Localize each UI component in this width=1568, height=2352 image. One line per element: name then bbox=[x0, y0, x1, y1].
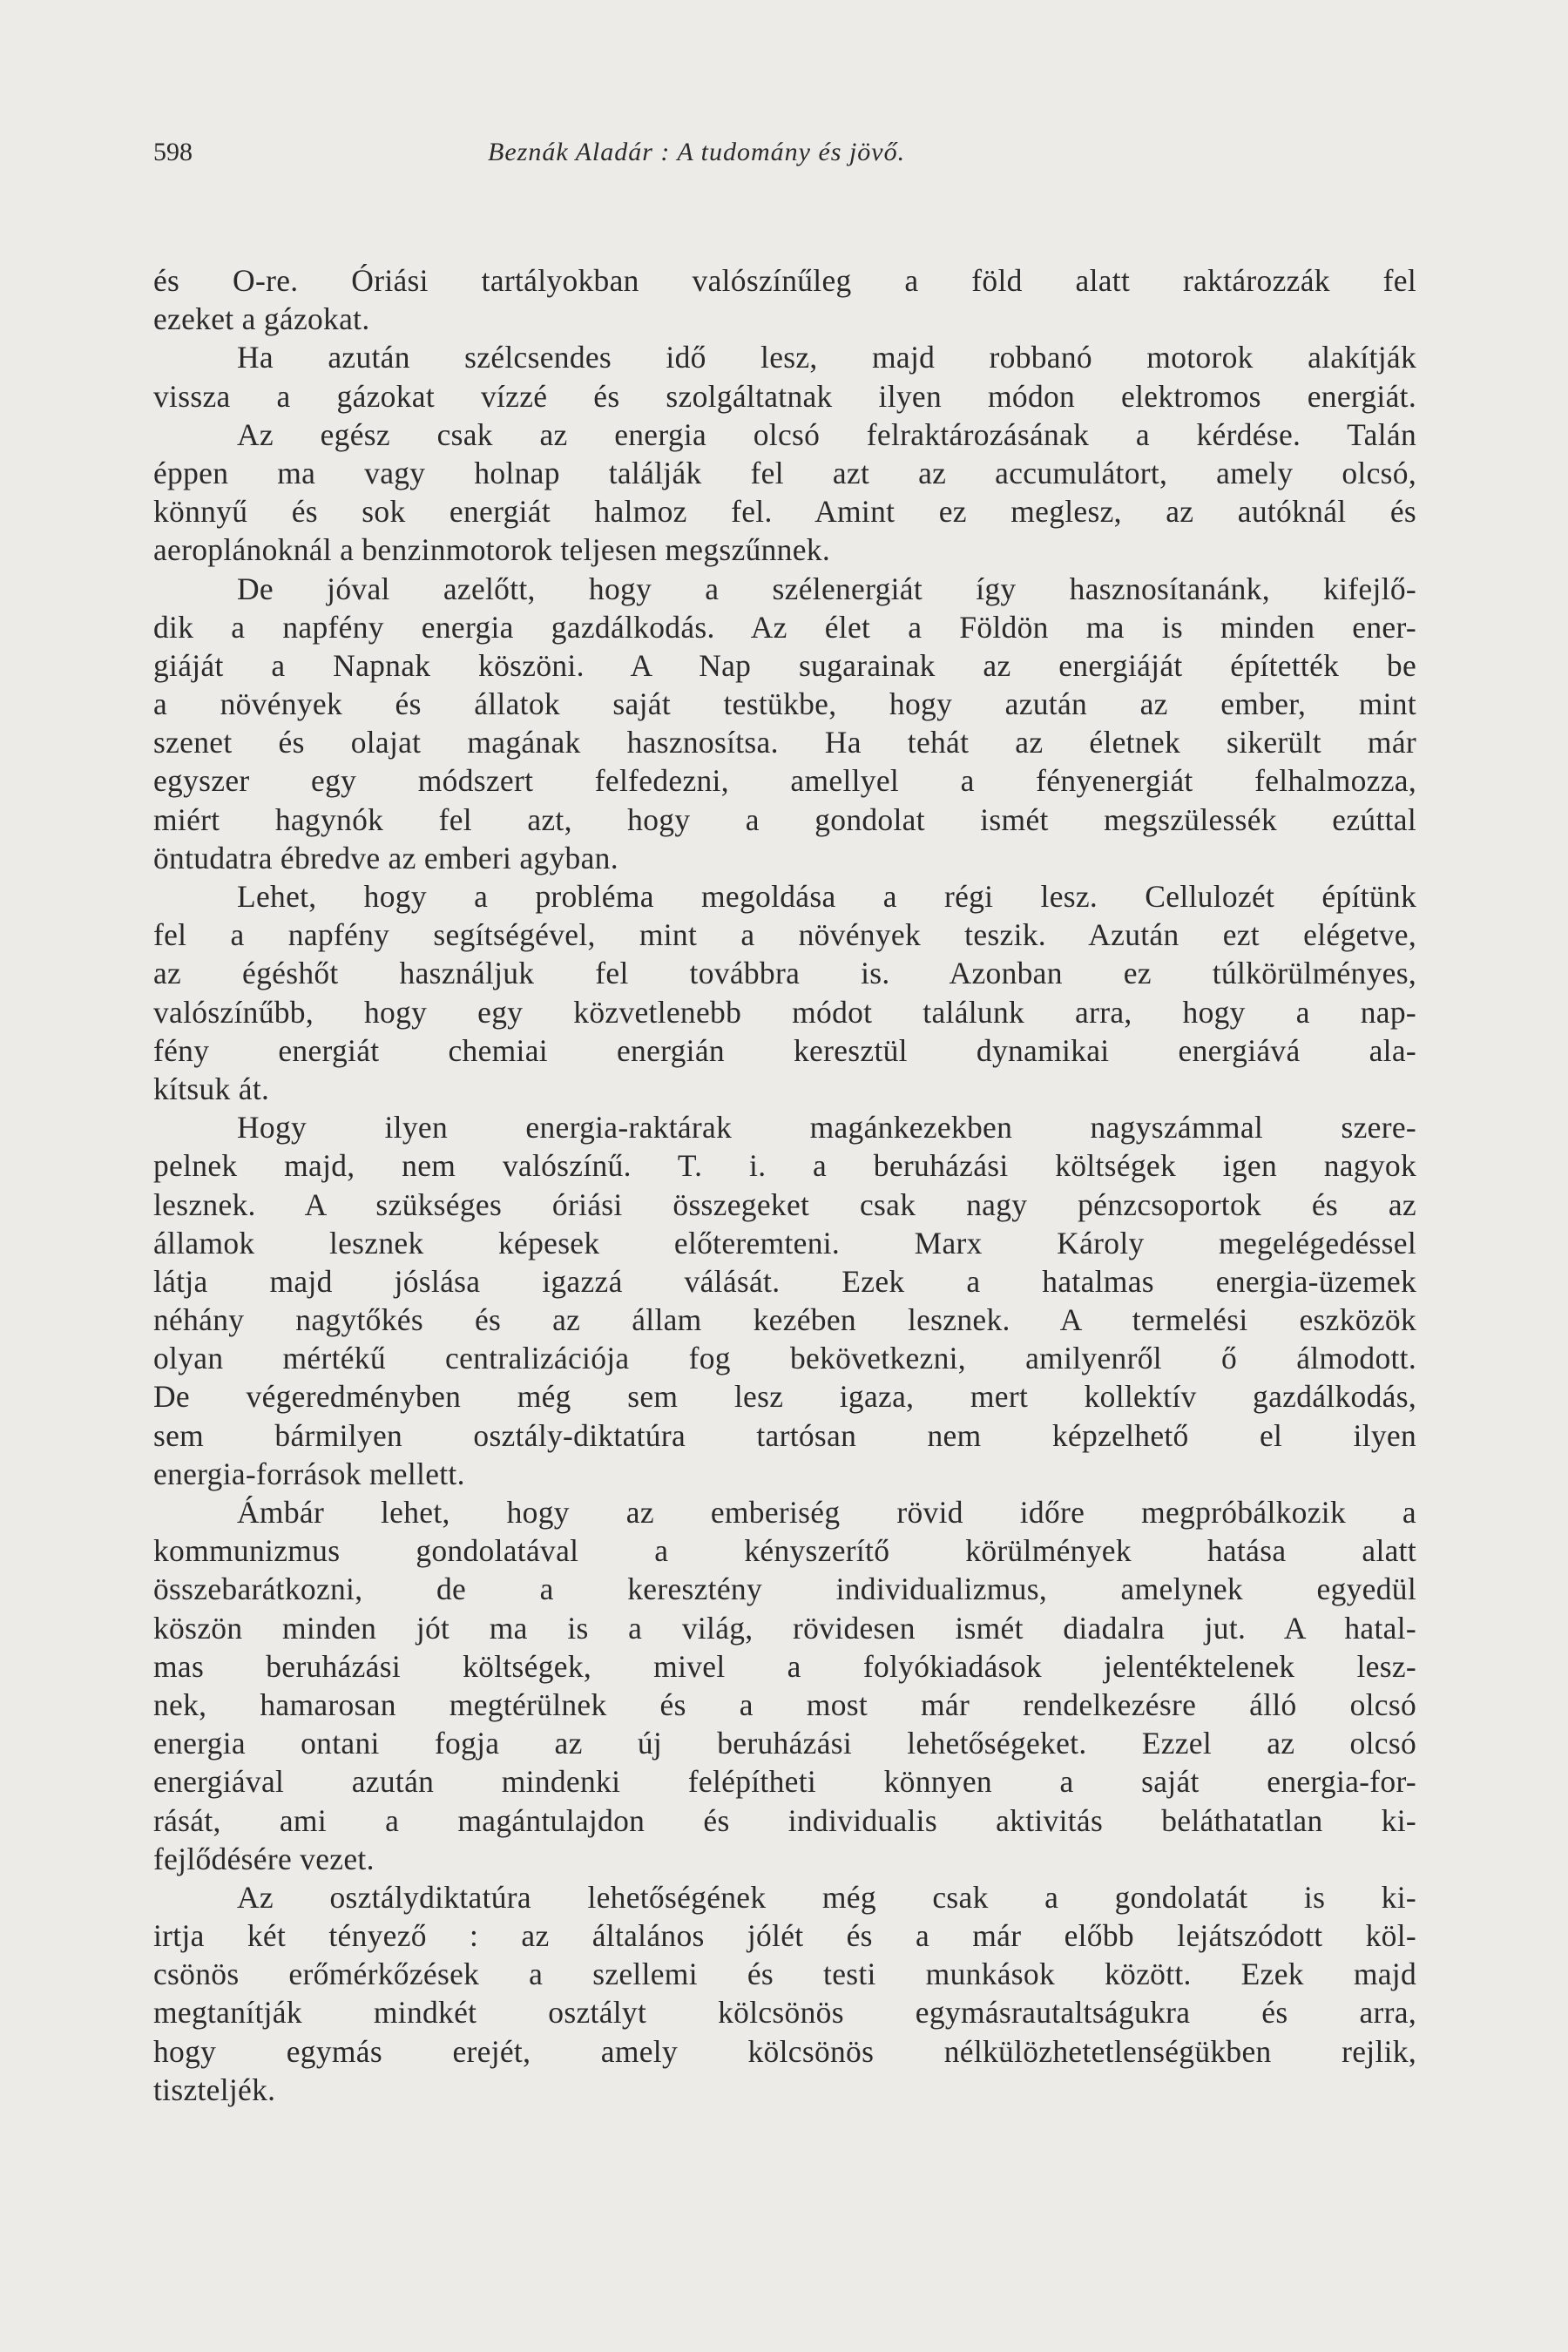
text-line: kítsuk át. bbox=[153, 1071, 270, 1106]
text-line: Hogy ilyen energia-raktárak magánkezekben nagyszámmal szere- bbox=[237, 1110, 1416, 1146]
text-line: megtanítják mindkét osztályt kölcsönös egymásrautaltságukra és arra, bbox=[153, 1995, 1416, 2031]
text-line: giáját a Napnak köszöni. A Nap sugarainak az energiáját építették be bbox=[153, 647, 1416, 683]
text-line: ezeket a gázokat. bbox=[153, 301, 370, 337]
text-line: összebarátkozni, de a keresztény individualizmus, amelynek egyedül bbox=[153, 1571, 1416, 1607]
text-line: rását, ami a magántulajdon és individualis aktivitás beláthatatlan ki- bbox=[153, 1802, 1416, 1838]
text-line: De végeredményben még sem lesz igaza, mert kollektív gazdálkodás, bbox=[153, 1379, 1416, 1415]
text-line: köszön minden jót ma is a világ, rövidesen ismét diadalra jut. A hatal- bbox=[153, 1610, 1416, 1646]
text-line: szenet és olajat magának hasznosítsa. Ha tehát az életnek sikerült már bbox=[153, 725, 1416, 760]
text-line: fény energiát chemiai energián keresztül dynamikai energiává ala- bbox=[153, 1032, 1416, 1068]
text-line: mas beruházási költségek, mivel a folyókiadások jelentéktelenek lesz- bbox=[153, 1648, 1416, 1684]
text-line: fel a napfény segítségével, mint a növények teszik. Azután ezt elégetve, bbox=[153, 917, 1416, 953]
running-head bbox=[153, 135, 1416, 170]
text-line: valószínűbb, hogy egy közvetlenebb módot találunk arra, hogy a nap- bbox=[153, 994, 1416, 1030]
text-line: miért hagynók fel azt, hogy a gondolat ismét megszülessék ezúttal bbox=[153, 801, 1416, 837]
text-line: fejlődésére vezet. bbox=[153, 1841, 375, 1876]
text-line: energia ontani fogja az új beruházási lehetőségeket. Ezzel az olcsó bbox=[153, 1726, 1416, 1761]
text-line: és O-re. Óriási tartályokban valószínűleg a föld alatt raktározzák fel bbox=[153, 263, 1416, 298]
text-line: öntudatra ébredve az emberi agyban. bbox=[153, 840, 618, 875]
text-line: az égéshőt használjuk fel továbbra is. Azonban ez túlkörülményes, bbox=[153, 956, 1416, 991]
text-line: sem bármilyen osztály-diktatúra tartósan nem képzelhető el ilyen bbox=[153, 1417, 1416, 1453]
text-line: Ámbár lehet, hogy az emberiség rövid időre megpróbálkozik a bbox=[237, 1495, 1416, 1530]
text-line: éppen ma vagy holnap találják fel azt az accumulátort, amely olcsó, bbox=[153, 455, 1416, 490]
text-line: Az osztálydiktatúra lehetőségének még csak a gondolatát is ki- bbox=[237, 1879, 1416, 1915]
text-line: pelnek majd, nem valószínű. T. i. a beruházási költségek igen nagyok bbox=[153, 1148, 1416, 1184]
text-line: olyan mértékű centralizációja fog bekövetkezni, amilyenről ő álmodott. bbox=[153, 1341, 1416, 1376]
text-line: aeroplánoknál a benzinmotorok teljesen megszűnnek. bbox=[153, 532, 831, 568]
text-line: Az egész csak az energia olcsó felraktározásának a kérdése. Talán bbox=[237, 416, 1416, 452]
text-line: Ha azután szélcsendes idő lesz, majd robbanó motorok alakítják bbox=[237, 340, 1416, 375]
running-title: Beznák Aladár : A tudomány és jövő. bbox=[488, 138, 906, 166]
text-line: a növények és állatok saját testükbe, hogy azután az ember, mint bbox=[153, 686, 1416, 722]
text-line: energia-források mellett. bbox=[153, 1456, 465, 1491]
text-line: látja majd jóslása igazzá válását. Ezek a hatalmas energia-üzemek bbox=[153, 1263, 1416, 1299]
body-text bbox=[153, 261, 1416, 2109]
text-line: könnyű és sok energiát halmoz fel. Amint ez meglesz, az autóknál és bbox=[153, 494, 1416, 530]
text-line: kommunizmus gondolatával a kényszerítő körülmények hatása alatt bbox=[153, 1533, 1416, 1569]
page-number: 598 bbox=[153, 138, 193, 166]
text-line: lesznek. A szükséges óriási összegeket csak nagy pénzcsoportok és az bbox=[153, 1186, 1416, 1222]
text-line: csönös erőmérkőzések a szellemi és testi munkások között. Ezek majd bbox=[153, 1957, 1416, 1992]
text-line: vissza a gázokat vízzé és szolgáltatnak ilyen módon elektromos energiát. bbox=[153, 378, 1416, 414]
text-line: Lehet, hogy a probléma megoldása a régi lesz. Cellulozét építünk bbox=[237, 879, 1416, 914]
text-line: hogy egymás erejét, amely kölcsönös nélkülözhetetlenségükben rejlik, bbox=[153, 2033, 1416, 2069]
text-line: energiával azután mindenki felépítheti könnyen a saját energia-for- bbox=[153, 1764, 1416, 1800]
text-line: államok lesznek képesek előteremteni. Marx Károly megelégedéssel bbox=[153, 1225, 1416, 1260]
text-line: irtja két tényező : az általános jólét és a már előbb lejátszódott köl- bbox=[153, 1918, 1416, 1954]
text-line: nek, hamarosan megtérülnek és a most már rendelkezésre álló olcsó bbox=[153, 1686, 1416, 1722]
text-line: egyszer egy módszert felfedezni, amellyel a fényenergiát felhalmozza, bbox=[153, 763, 1416, 799]
text-line: De jóval azelőtt, hogy a szélenergiát így hasznosítanánk, kifejlő- bbox=[237, 571, 1416, 606]
text-line: néhány nagytőkés és az állam kezében lesznek. A termelési eszközök bbox=[153, 1302, 1416, 1338]
text-line: tiszteljék. bbox=[153, 2072, 276, 2107]
text-line: dik a napfény energia gazdálkodás. Az élet a Földön ma is minden ener- bbox=[153, 609, 1416, 645]
